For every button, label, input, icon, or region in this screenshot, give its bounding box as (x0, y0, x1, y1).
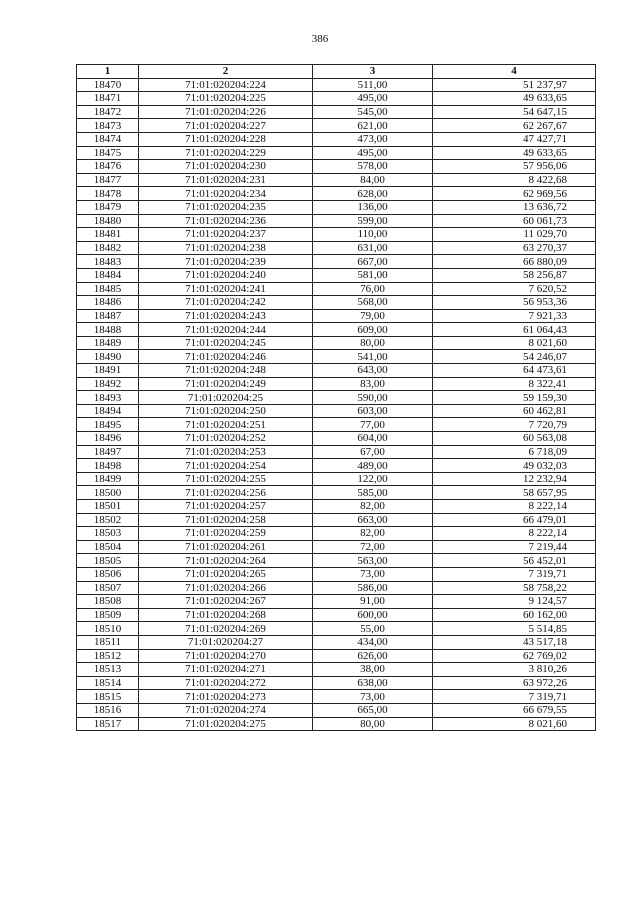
table-row (77, 690, 596, 704)
column-header-1: 1 (77, 65, 139, 79)
cadastral-number-cell: 71:01:020204:264 (139, 554, 313, 568)
cadastral-number-cell: 71:01:020204:226 (139, 105, 313, 119)
table-row (77, 404, 596, 418)
row-number-cell: 18491 (77, 364, 139, 378)
cadastral-number-cell: 71:01:020204:261 (139, 540, 313, 554)
area-cell: 578,00 (313, 160, 433, 174)
area-cell: 91,00 (313, 595, 433, 609)
table-row (77, 581, 596, 595)
amount-cell: 8 322,41 (433, 377, 596, 391)
table-row (77, 146, 596, 160)
amount-cell: 49 032,03 (433, 459, 596, 473)
table-row (77, 377, 596, 391)
amount-cell: 11 029,70 (433, 228, 596, 242)
cadastral-number-cell: 71:01:020204:243 (139, 309, 313, 323)
area-cell: 585,00 (313, 486, 433, 500)
area-cell: 67,00 (313, 445, 433, 459)
table-row (77, 459, 596, 473)
table-row (77, 418, 596, 432)
amount-cell: 8 422,68 (433, 173, 596, 187)
area-cell: 541,00 (313, 350, 433, 364)
area-cell: 79,00 (313, 309, 433, 323)
row-number-cell: 18494 (77, 404, 139, 418)
amount-cell: 61 064,43 (433, 323, 596, 337)
amount-cell: 8 222,14 (433, 527, 596, 541)
row-number-cell: 18505 (77, 554, 139, 568)
amount-cell: 56 452,01 (433, 554, 596, 568)
row-number-cell: 18496 (77, 432, 139, 446)
amount-cell: 56 953,36 (433, 296, 596, 310)
amount-cell: 43 517,18 (433, 635, 596, 649)
row-number-cell: 18478 (77, 187, 139, 201)
cadastral-number-cell: 71:01:020204:255 (139, 472, 313, 486)
amount-cell: 13 636,72 (433, 200, 596, 214)
cadastral-number-cell: 71:01:020204:251 (139, 418, 313, 432)
area-cell: 82,00 (313, 527, 433, 541)
table-row (77, 500, 596, 514)
row-number-cell: 18514 (77, 676, 139, 690)
cadastral-number-cell: 71:01:020204:27 (139, 635, 313, 649)
area-cell: 609,00 (313, 323, 433, 337)
area-cell: 80,00 (313, 336, 433, 350)
row-number-cell: 18502 (77, 513, 139, 527)
table-row (77, 527, 596, 541)
area-cell: 434,00 (313, 635, 433, 649)
area-cell: 495,00 (313, 146, 433, 160)
area-cell: 80,00 (313, 717, 433, 731)
row-number-cell: 18485 (77, 282, 139, 296)
row-number-cell: 18503 (77, 527, 139, 541)
area-cell: 590,00 (313, 391, 433, 405)
table-row (77, 78, 596, 92)
row-number-cell: 18511 (77, 635, 139, 649)
row-number-cell: 18499 (77, 472, 139, 486)
area-cell: 82,00 (313, 500, 433, 514)
table-row (77, 703, 596, 717)
amount-cell: 8 222,14 (433, 500, 596, 514)
cadastral-number-cell: 71:01:020204:224 (139, 78, 313, 92)
table-row (77, 364, 596, 378)
amount-cell: 49 633,65 (433, 92, 596, 106)
cadastral-number-cell: 71:01:020204:231 (139, 173, 313, 187)
amount-cell: 7 319,71 (433, 567, 596, 581)
amount-cell: 8 021,60 (433, 717, 596, 731)
row-number-cell: 18484 (77, 268, 139, 282)
amount-cell: 7 921,33 (433, 309, 596, 323)
cadastral-number-cell: 71:01:020204:239 (139, 255, 313, 269)
table-row (77, 336, 596, 350)
column-header-2: 2 (139, 65, 313, 79)
cadastral-number-cell: 71:01:020204:244 (139, 323, 313, 337)
area-cell: 604,00 (313, 432, 433, 446)
row-number-cell: 18509 (77, 608, 139, 622)
row-number-cell: 18490 (77, 350, 139, 364)
area-cell: 603,00 (313, 404, 433, 418)
row-number-cell: 18516 (77, 703, 139, 717)
cadastral-number-cell: 71:01:020204:238 (139, 241, 313, 255)
cadastral-number-cell: 71:01:020204:249 (139, 377, 313, 391)
row-number-cell: 18507 (77, 581, 139, 595)
table-body (77, 78, 596, 731)
area-cell: 72,00 (313, 540, 433, 554)
amount-cell: 6 718,09 (433, 445, 596, 459)
cadastral-number-cell: 71:01:020204:266 (139, 581, 313, 595)
table-row (77, 173, 596, 187)
table-row (77, 323, 596, 337)
amount-cell: 58 256,87 (433, 268, 596, 282)
area-cell: 136,00 (313, 200, 433, 214)
row-number-cell: 18475 (77, 146, 139, 160)
page-number: 386 (311, 33, 329, 45)
row-number-cell: 18472 (77, 105, 139, 119)
amount-cell: 5 514,85 (433, 622, 596, 636)
area-cell: 643,00 (313, 364, 433, 378)
row-number-cell: 18517 (77, 717, 139, 731)
cadastral-number-cell: 71:01:020204:236 (139, 214, 313, 228)
table-row (77, 92, 596, 106)
table-row (77, 554, 596, 568)
area-cell: 38,00 (313, 663, 433, 677)
area-cell: 55,00 (313, 622, 433, 636)
cadastral-number-cell: 71:01:020204:275 (139, 717, 313, 731)
amount-cell: 66 479,01 (433, 513, 596, 527)
row-number-cell: 18506 (77, 567, 139, 581)
amount-cell: 7 319,71 (433, 690, 596, 704)
row-number-cell: 18512 (77, 649, 139, 663)
area-cell: 563,00 (313, 554, 433, 568)
area-cell: 84,00 (313, 173, 433, 187)
cadastral-number-cell: 71:01:020204:228 (139, 132, 313, 146)
cadastral-number-cell: 71:01:020204:269 (139, 622, 313, 636)
area-cell: 489,00 (313, 459, 433, 473)
amount-cell: 60 462,81 (433, 404, 596, 418)
cadastral-number-cell: 71:01:020204:225 (139, 92, 313, 106)
cadastral-number-cell: 71:01:020204:268 (139, 608, 313, 622)
area-cell: 73,00 (313, 690, 433, 704)
column-header-4: 4 (433, 65, 596, 79)
table-row (77, 595, 596, 609)
table-row (77, 187, 596, 201)
row-number-cell: 18493 (77, 391, 139, 405)
table-row (77, 540, 596, 554)
amount-cell: 12 232,94 (433, 472, 596, 486)
cadastral-number-cell: 71:01:020204:254 (139, 459, 313, 473)
table-row (77, 200, 596, 214)
area-cell: 599,00 (313, 214, 433, 228)
amount-cell: 7 219,44 (433, 540, 596, 554)
area-cell: 626,00 (313, 649, 433, 663)
table-row (77, 472, 596, 486)
amount-cell: 7 620,52 (433, 282, 596, 296)
cadastral-number-cell: 71:01:020204:272 (139, 676, 313, 690)
area-cell: 667,00 (313, 255, 433, 269)
amount-cell: 66 679,55 (433, 703, 596, 717)
cadastral-number-cell: 71:01:020204:241 (139, 282, 313, 296)
area-cell: 76,00 (313, 282, 433, 296)
row-number-cell: 18515 (77, 690, 139, 704)
amount-cell: 49 633,65 (433, 146, 596, 160)
table-row (77, 608, 596, 622)
table-row (77, 296, 596, 310)
row-number-cell: 18501 (77, 500, 139, 514)
row-number-cell: 18480 (77, 214, 139, 228)
row-number-cell: 18482 (77, 241, 139, 255)
row-number-cell: 18513 (77, 663, 139, 677)
table-row (77, 649, 596, 663)
cadastral-number-cell: 71:01:020204:242 (139, 296, 313, 310)
amount-cell: 58 657,95 (433, 486, 596, 500)
amount-cell: 62 969,56 (433, 187, 596, 201)
cadastral-number-cell: 71:01:020204:252 (139, 432, 313, 446)
cadastral-number-cell: 71:01:020204:240 (139, 268, 313, 282)
amount-cell: 62 769,02 (433, 649, 596, 663)
amount-cell: 60 061,73 (433, 214, 596, 228)
amount-cell: 63 270,37 (433, 241, 596, 255)
area-cell: 581,00 (313, 268, 433, 282)
amount-cell: 54 246,07 (433, 350, 596, 364)
area-cell: 545,00 (313, 105, 433, 119)
table-row (77, 255, 596, 269)
cadastral-number-cell: 71:01:020204:237 (139, 228, 313, 242)
cadastral-number-cell: 71:01:020204:227 (139, 119, 313, 133)
area-cell: 495,00 (313, 92, 433, 106)
amount-cell: 64 473,61 (433, 364, 596, 378)
column-header-3: 3 (313, 65, 433, 79)
area-cell: 628,00 (313, 187, 433, 201)
row-number-cell: 18498 (77, 459, 139, 473)
amount-cell: 8 021,60 (433, 336, 596, 350)
area-cell: 631,00 (313, 241, 433, 255)
cadastral-number-cell: 71:01:020204:270 (139, 649, 313, 663)
area-cell: 77,00 (313, 418, 433, 432)
area-cell: 586,00 (313, 581, 433, 595)
row-number-cell: 18479 (77, 200, 139, 214)
row-number-cell: 18481 (77, 228, 139, 242)
row-number-cell: 18473 (77, 119, 139, 133)
area-cell: 511,00 (313, 78, 433, 92)
row-number-cell: 18497 (77, 445, 139, 459)
row-number-cell: 18504 (77, 540, 139, 554)
row-number-cell: 18488 (77, 323, 139, 337)
amount-cell: 54 647,15 (433, 105, 596, 119)
cadastral-number-cell: 71:01:020204:267 (139, 595, 313, 609)
cadastral-number-cell: 71:01:020204:248 (139, 364, 313, 378)
amount-cell: 58 758,22 (433, 581, 596, 595)
cadastral-number-cell: 71:01:020204:230 (139, 160, 313, 174)
area-cell: 110,00 (313, 228, 433, 242)
cadastral-number-cell: 71:01:020204:259 (139, 527, 313, 541)
amount-cell: 60 563,08 (433, 432, 596, 446)
table-row (77, 717, 596, 731)
cadastral-number-cell: 71:01:020204:229 (139, 146, 313, 160)
table-row (77, 268, 596, 282)
area-cell: 663,00 (313, 513, 433, 527)
table-row (77, 160, 596, 174)
row-number-cell: 18492 (77, 377, 139, 391)
amount-cell: 47 427,71 (433, 132, 596, 146)
row-number-cell: 18508 (77, 595, 139, 609)
area-cell: 73,00 (313, 567, 433, 581)
amount-cell: 9 124,57 (433, 595, 596, 609)
table-row (77, 228, 596, 242)
row-number-cell: 18471 (77, 92, 139, 106)
cadastral-number-cell: 71:01:020204:256 (139, 486, 313, 500)
row-number-cell: 18483 (77, 255, 139, 269)
cadastral-number-cell: 71:01:020204:25 (139, 391, 313, 405)
row-number-cell: 18470 (77, 78, 139, 92)
cadastral-number-cell: 71:01:020204:253 (139, 445, 313, 459)
row-number-cell: 18510 (77, 622, 139, 636)
row-number-cell: 18474 (77, 132, 139, 146)
cadastral-number-cell: 71:01:020204:250 (139, 404, 313, 418)
table-row (77, 432, 596, 446)
table-row (77, 513, 596, 527)
area-cell: 473,00 (313, 132, 433, 146)
data-table (76, 64, 596, 731)
amount-cell: 60 162,00 (433, 608, 596, 622)
amount-cell: 7 720,79 (433, 418, 596, 432)
table-row (77, 132, 596, 146)
row-number-cell: 18495 (77, 418, 139, 432)
area-cell: 83,00 (313, 377, 433, 391)
row-number-cell: 18476 (77, 160, 139, 174)
row-number-cell: 18487 (77, 309, 139, 323)
table-row (77, 214, 596, 228)
area-cell: 122,00 (313, 472, 433, 486)
amount-cell: 63 972,26 (433, 676, 596, 690)
row-number-cell: 18500 (77, 486, 139, 500)
table-row (77, 676, 596, 690)
table-row (77, 119, 596, 133)
cadastral-number-cell: 71:01:020204:258 (139, 513, 313, 527)
table-row (77, 350, 596, 364)
cadastral-number-cell: 71:01:020204:271 (139, 663, 313, 677)
cadastral-number-cell: 71:01:020204:274 (139, 703, 313, 717)
amount-cell: 51 237,97 (433, 78, 596, 92)
cadastral-number-cell: 71:01:020204:246 (139, 350, 313, 364)
table-row (77, 105, 596, 119)
area-cell: 568,00 (313, 296, 433, 310)
table-row (77, 445, 596, 459)
table-row (77, 309, 596, 323)
area-cell: 600,00 (313, 608, 433, 622)
table-row (77, 241, 596, 255)
table-row (77, 635, 596, 649)
amount-cell: 66 880,09 (433, 255, 596, 269)
cadastral-number-cell: 71:01:020204:257 (139, 500, 313, 514)
cadastral-number-cell: 71:01:020204:234 (139, 187, 313, 201)
amount-cell: 3 810,26 (433, 663, 596, 677)
table-row (77, 486, 596, 500)
row-number-cell: 18489 (77, 336, 139, 350)
table-row (77, 622, 596, 636)
area-cell: 638,00 (313, 676, 433, 690)
table-row (77, 282, 596, 296)
cadastral-number-cell: 71:01:020204:265 (139, 567, 313, 581)
table-row (77, 663, 596, 677)
row-number-cell: 18486 (77, 296, 139, 310)
area-cell: 621,00 (313, 119, 433, 133)
cadastral-number-cell: 71:01:020204:245 (139, 336, 313, 350)
cadastral-number-cell: 71:01:020204:273 (139, 690, 313, 704)
amount-cell: 57 956,06 (433, 160, 596, 174)
row-number-cell: 18477 (77, 173, 139, 187)
table-row (77, 391, 596, 405)
table-row (77, 567, 596, 581)
area-cell: 665,00 (313, 703, 433, 717)
amount-cell: 59 159,30 (433, 391, 596, 405)
amount-cell: 62 267,67 (433, 119, 596, 133)
table-header-row (77, 65, 596, 79)
cadastral-number-cell: 71:01:020204:235 (139, 200, 313, 214)
